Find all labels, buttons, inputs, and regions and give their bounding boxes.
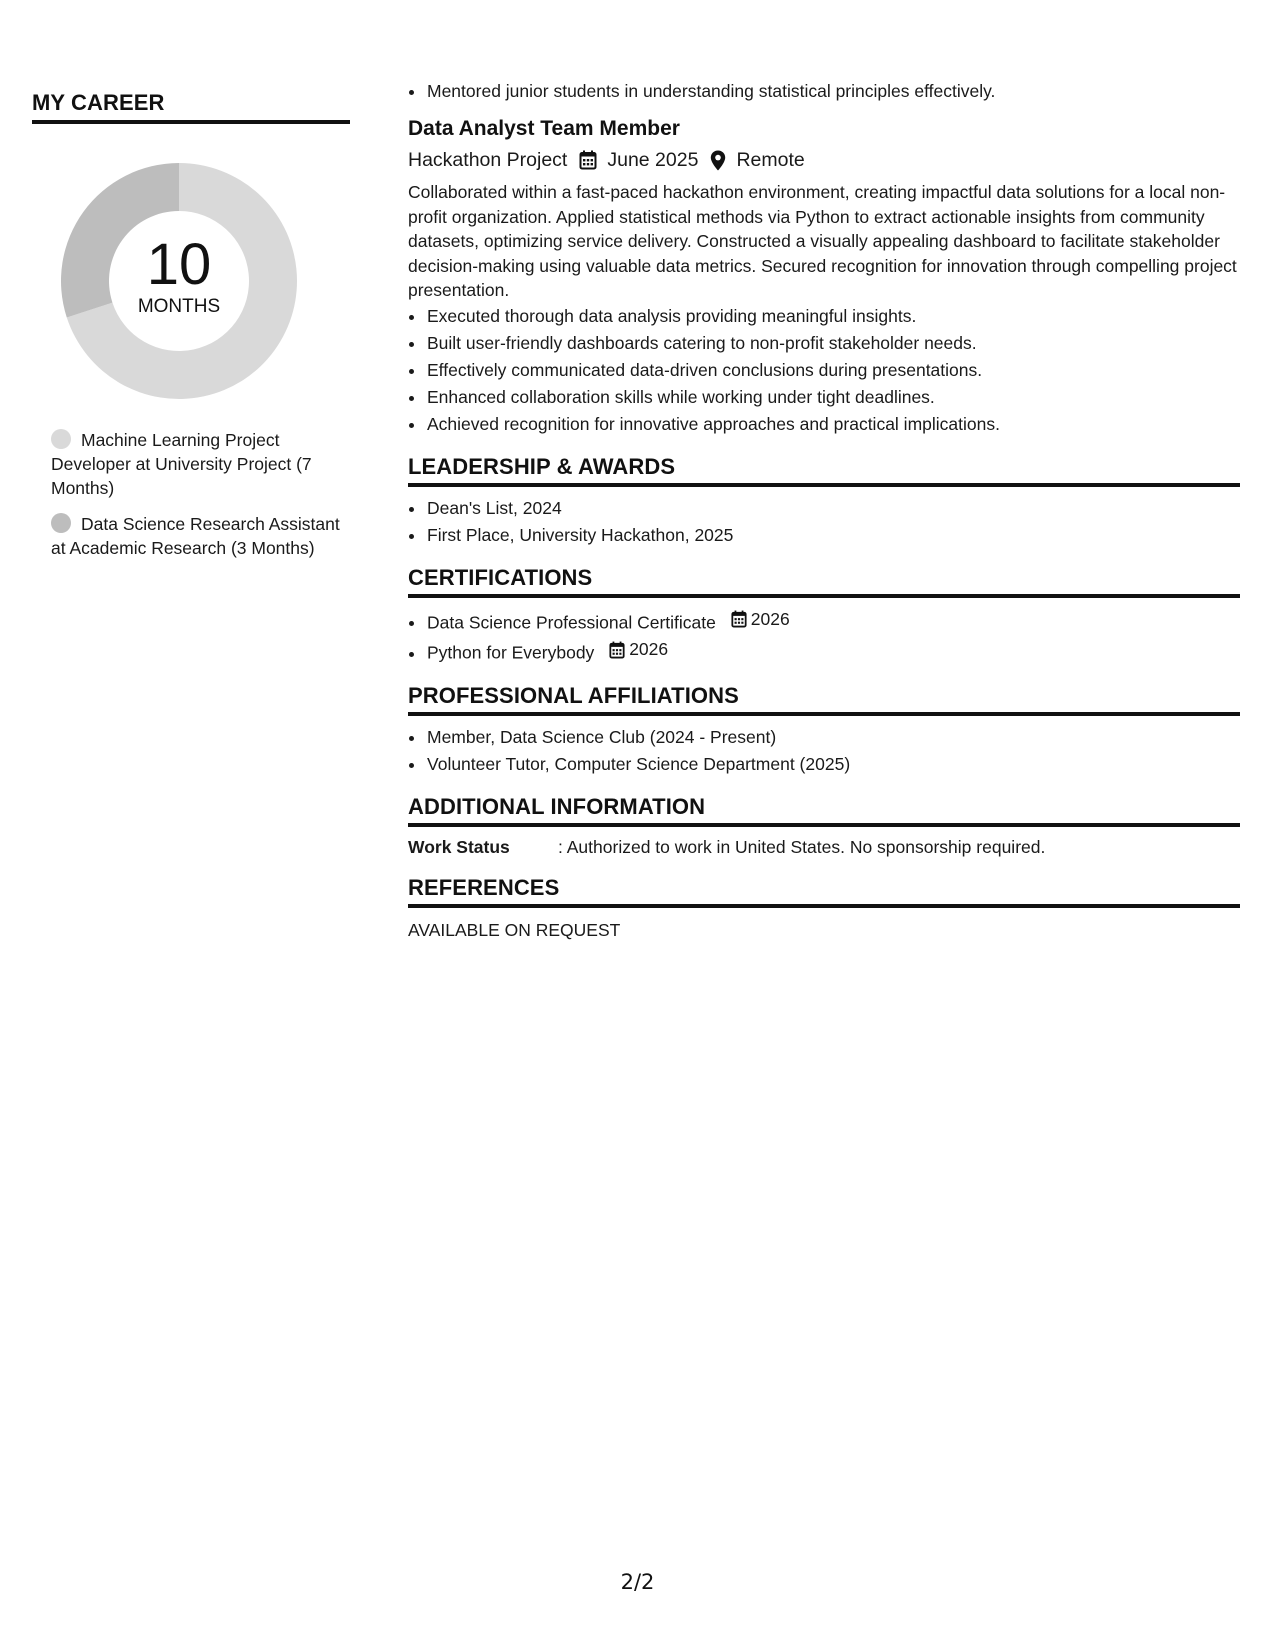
certifications-list [408,606,1240,667]
cert-name: Python for Everybody [427,642,595,663]
additional-info-section [408,794,1240,859]
list-item: • Enhanced collaboration skills while working under tight deadlines. [426,384,1240,411]
career-total-unit: MONTHS [137,296,221,317]
calendar-icon [609,641,625,659]
cert-year-text: 2026 [750,608,790,629]
cert-year [609,636,668,663]
cert-year-text: 2026 [629,639,669,659]
legend-dot-icon [51,429,71,449]
references-title: REFERENCES [408,875,1240,908]
list-item: • Member, Data Science Club (2024 - Present) [426,724,1240,751]
page-number: 2/2 [620,1570,655,1594]
additional-info-title: ADDITIONAL INFORMATION [408,794,1240,827]
career-sidebar [32,90,350,572]
list-item: • Effectively communicated data-driven conclusions during presentations. [426,357,1240,384]
main-content [408,78,1240,942]
leadership-section [408,454,1240,549]
affiliations-list [408,724,1240,778]
job-company: Hackathon Project [408,149,568,171]
career-total-value: 10 [146,232,212,297]
career-legend [51,428,341,560]
previous-job-bullets [408,78,1240,105]
job-entry [408,115,1240,438]
affiliations-title: PROFESSIONAL AFFILIATIONS [408,683,1240,716]
job-bullets [408,303,1240,438]
donut-center [54,156,304,406]
calendar-icon [731,610,747,628]
list-item: • Volunteer Tutor, Computer Science Department (2025) [426,751,1240,778]
job-date: June 2025 [607,149,699,171]
list-item [426,636,1240,667]
certifications-title: CERTIFICATIONS [408,565,1240,598]
list-item: • Achieved recognition for innovative approaches and practical implications. [426,411,1240,438]
job-description: Collaborated within a fast-paced hackathon environment, creating impactful data solutions for a local non-profit organization. Applied statistical methods via Python to extract actionable insights from community datasets, optimizing service delivery. Constructed a visually appealing dashboard to facilitate stakeholder decision-making using valuable data metrics. Secured recognition for innovation through compelling project presentation. [408,182,1237,300]
list-item: • Dean's List, 2024 [426,495,1240,522]
map-pin-icon [710,150,726,171]
work-status-row [408,835,1240,859]
job-location: Remote [736,149,805,171]
references-section [408,875,1240,942]
legend-item [51,428,341,500]
affiliations-section [408,683,1240,778]
career-donut-chart [54,156,304,406]
legend-dot-icon [51,513,71,533]
work-status-label: Work Status [408,836,510,857]
list-item: • Executed thorough data analysis providing meaningful insights. [426,303,1240,330]
legend-label: Machine Learning Project Developer at University Project (7 Months) [51,430,312,498]
references-text: AVAILABLE ON REQUEST [408,919,621,940]
list-item: • Mentored junior students in understanding statistical principles effectively. [426,78,1240,105]
leadership-title: LEADERSHIP & AWARDS [408,454,1240,487]
leadership-list [408,495,1240,549]
career-title: MY CAREER [32,90,350,124]
legend-item [51,512,341,560]
job-title: Data Analyst Team Member [408,117,680,140]
list-item: • First Place, University Hackathon, 2025 [426,522,1240,549]
list-item: • Built user-friendly dashboards catering to non-profit stakeholder needs. [426,330,1240,357]
calendar-icon [579,150,597,170]
job-meta [408,145,1240,175]
work-status-value: : Authorized to work in United States. No sponsorship required. [558,836,1046,857]
cert-name: Data Science Professional Certificate [427,612,716,632]
cert-year [731,606,790,633]
list-item [426,606,1240,637]
legend-label: Data Science Research Assistant at Academic Research (3 Months) [51,514,340,558]
certifications-section [408,565,1240,667]
